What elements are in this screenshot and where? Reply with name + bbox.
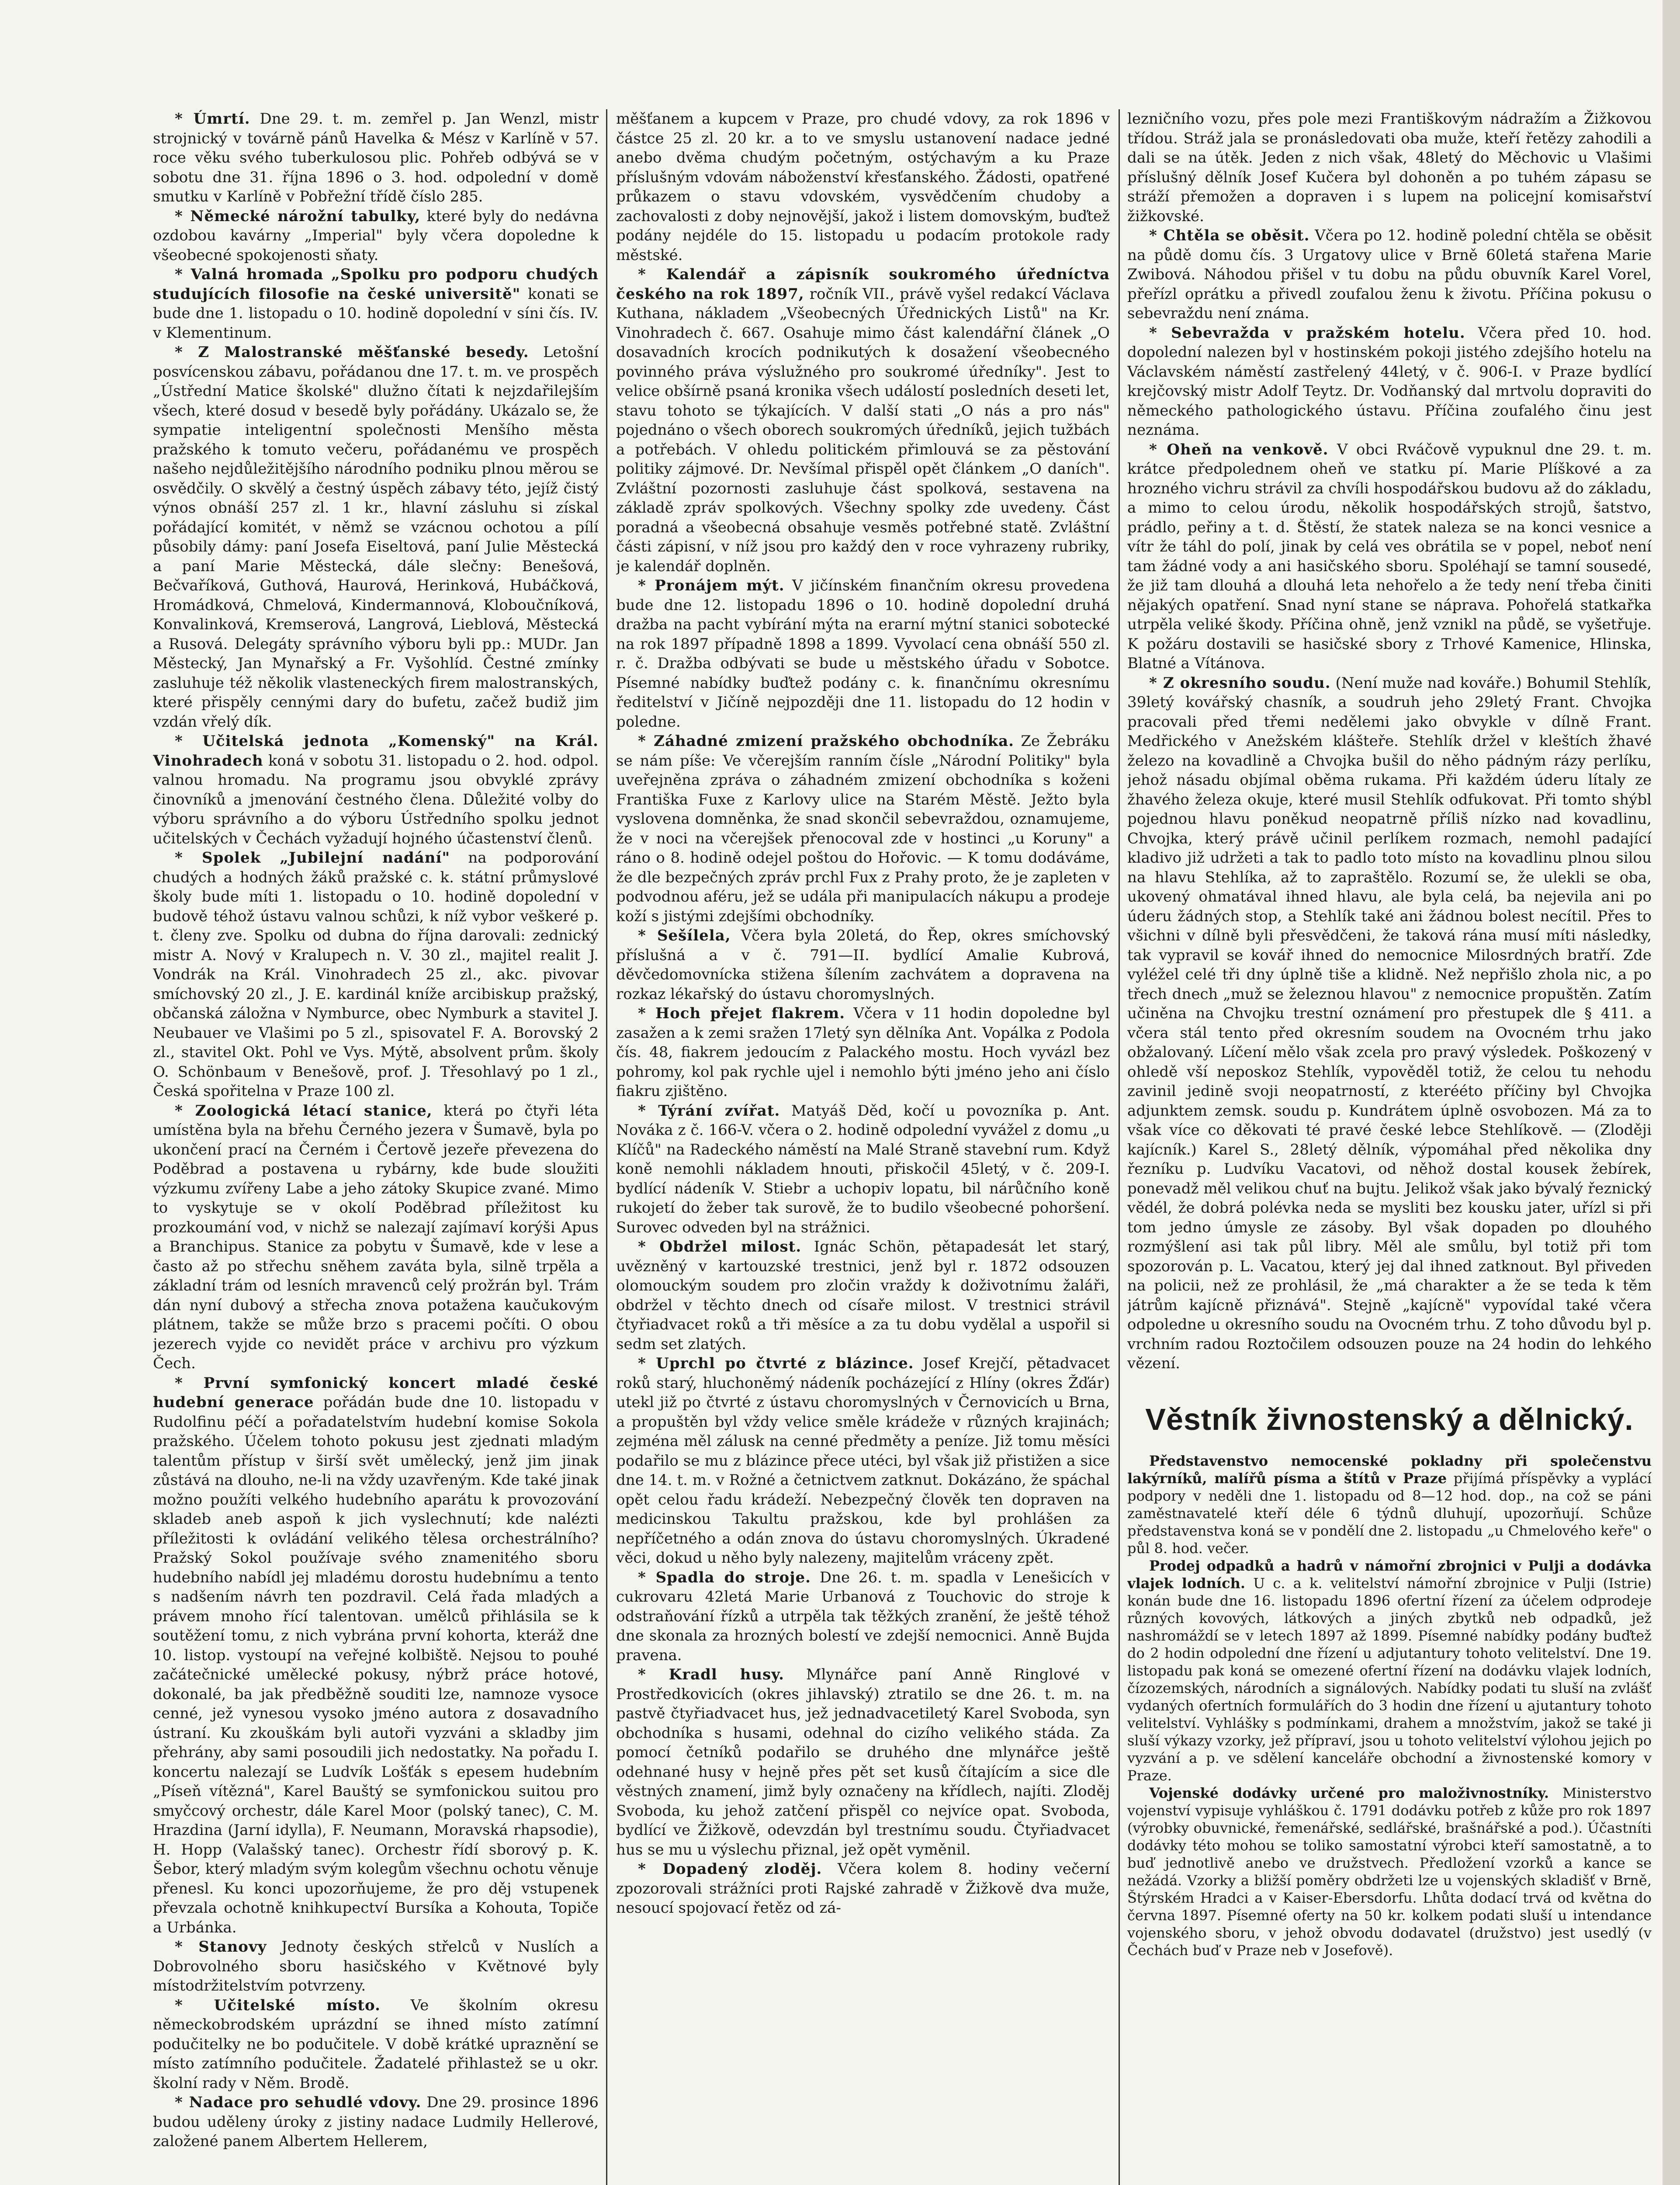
- notice-item: [1127, 1452, 1652, 1557]
- notice-text: U c. a k. velitelství námořní zbrojnice v Pulji (Istrie) konán bude dne 16. listopadu 1896 ofertní řízení za účelem odprodeje různých kovových, látkových a jiných zbytků neb odpadků, jež nashromáždí se v letech 1897 až 1899. Písemné nabídky podány buďtež do 2 hodin odpolední dne řízení u adjutantury tohoto velitelství. Dne 19. listopadu pak koná se omezené ofertní řízení na dodávku vlajek lodních, čízozemských, národních a signálových. Nabídky podati tu sluší na zvlášť vydaných ofertních formulářích do 3 hodin dne řízení u ajutantury tohoto velitelství. Vyhlášky s podmínkami, drahem a množstvím, jakož se také ji sluší výkazy vzorky, jež přípraví, jsou u tohoto velitelství výlohou jejich po vyzvání a p. ve sdělení kanceláře obchodní a živnostenské komory v Praze.: [1127, 1575, 1652, 1784]
- news-item: [153, 1101, 599, 1373]
- news-headline: * Záhadné zmizení pražského obchodníka.: [638, 732, 1014, 750]
- news-text: koná v sobotu 31. listopadu o 2. hod. odpol. valnou hromadu. Na programu jsou obvyklé zprávy činovníků a jmenování čestného člena. Důležité volby do výboru správního a do výboru Ústředního spolku jednot učitelských v Čechách vyžadují hojného účastenství členů.: [153, 752, 599, 847]
- column-rule: [606, 109, 607, 2185]
- news-item: [616, 1101, 1110, 1238]
- news-text: Dne 29. prosince 1896 budou uděleny úroky z jistiny nadace Ludmily Hellerové, založené panem Albertem Hellerem,: [153, 2094, 599, 2150]
- news-item: [616, 109, 1110, 265]
- news-text: Včera po 12. hodině polední chtěla se oběsit na půdě domu čís. 3 Urgatovy ulice v Brně 60letá stařena Marie Zwibová. Náhodou přišel v tu dobu na půdu obuvník Karel Vorel, přeřízl oprátku a přivedl zoufalou ženu k životu. Příčina pokusu o sebevraždu není známa.: [1127, 227, 1652, 322]
- news-text: Josef Krejčí, pětadvacet roků starý, hluchoněmý nádeník pocházející z Hlíny (okres Žďár) utekl již po čtvrté z ústavu choromyslných v Černovicích u Brna, a propuštěn byl vždy velice směle krádeže v různých krajinách; zejména měl zálusk na cenné předměty a peníze. Již tomu měsíci podařilo se mu z blázince přece utéci, byl však již přistižen a sice dne 14. t. m. v Rožné a četnictvem zatknut. Dokázáno, že spáchal opět celou řadu krádeží. Nebezpečný člověk ten dopraven na medicinskou Takultu pražskou, kde byl prohlášen za nepříčetného a odán znova do ústavu choromyslných. Úkradené věci, dokud u něho byly nalezeny, majitelům vráceny zpět.: [616, 1355, 1110, 1567]
- news-item: [616, 1859, 1110, 1918]
- column-3: [1127, 109, 1652, 2185]
- news-headline: * Nadace pro sehudlé vdovy.: [175, 2094, 422, 2111]
- news-item: [616, 1004, 1110, 1101]
- news-item: [616, 1237, 1110, 1354]
- news-text: pořádán bude dne 10. listopadu v Rudolfinu péčí a pořadatelstvím hudební komise Sokola pražského. Účelem tohoto pokusu jest zjednati mladým talentům přístup v širší svět umělecký, jenž jim jinak zůstává na dlouho, ne-li na vždy uzavřeným. Kde také jinak možno použíti velkého hudebního aparátu k provozování skladeb aneb aspoň k jich vyslechnutí; kde nalézti příležitosti k ovládání velikého tělesa orchestrálního? Pražský Sokol používaje svého znamenitého sboru hudebního nabídl jej mladému dorostu hudebnímu a tento s nadšením návrh ten pozdravil. Celá řada mladých a právem mnoho řící talentovan. umělců přihlásila se k soutěžení tomu, z nich vybrána první kohorta, kteráž dne 10. listop. vystoupí na veřejné kolbiště. Nejsou to pouhé začátečnické umělecké pokusy, nýbrž práce hotové, dokonalé, ba jak předběžně souditi lze, namnoze vysoce cenné, jež vynesou vysoko jméno autora z dosavadního ústraní. Ku zkouškám byli autoři vyzváni a skladby jim přehrány, aby sami posoudili jich nedostatky. Na pořadu I. koncertu nalezají se Ludvík Lošťák s epesem hudebním „Píseň vítězná", Karel Bauštý se symfonickou suitou pro smyčcový orchestr, dále Karel Moor (polský tanec), C. M. Hrazdina (Jarní idylla), F. Neumann, Moravská rhapsodie), H. Hopp (Valašský tanec). Orchestr řídí sborový p. K. Šebor, který mladým svým kolegům všechnu ochotu věnuje přenesl. Ku konci upozorňujeme, že pro děj vstupenek převzala ochotně knihkupectví Bursíka a Kohouta, Topiče a Urbánka.: [153, 1394, 599, 1936]
- news-headline: * Učitelská jednota „Komenský" na Král. Vinohradech: [153, 732, 599, 770]
- news-item: [153, 1373, 599, 1938]
- news-headline: * Sešílela,: [638, 927, 731, 944]
- news-item: [1127, 673, 1652, 1373]
- news-text: Ve školním okresu německobrodském uprázdní se ihned místo zatímní podučitelky ne bo podučitele. V době krátké upraznění se místo zatímního podučitele. Žadatelé přihlastež se u okr. školní rady v Něm. Brodě.: [153, 1996, 599, 2092]
- news-headline: * Obdržel milost.: [638, 1238, 802, 1256]
- notice-headline: Vojenské dodávky určené pro maloživnostníky.: [1149, 1784, 1549, 1801]
- news-headline: * Chtěla se oběsit.: [1149, 227, 1310, 244]
- notice-item: [1127, 1557, 1652, 1784]
- news-headline: * Hoch přejet flakrem.: [638, 1005, 845, 1022]
- news-text: (Není muže nad kováře.) Bohumil Stehlík, 39letý kovářský chasník, a soudruh jeho 29letý Frant. Chvojka pracovali před třemi nedělemi jako obvykle v dílně Frant. Medřického v Anežském klášteře. Stehlík držel v kleštích žhavé železo na kovadlině a Chvojka bušil do něho pádným rázy perlíku, jehož násadu objímal oběma rukama. Při každém úderu lítaly ze žhavého železa okuje, které musil Stehlík odfukovat. Při tomto shýbl pojednou hlavu poněkud neopatrně příliš nízko nad kovadlinu, Chvojka, který právě učinil perlíkem rozmach, nemohl padající kladivo již udržeti a tak to padlo toto místo na kovadlinu plnou silou na hlavu Stehlíka, až to zapraštělo. Rozumí se, že ulekli se oba, ukovený ohmatával ihned hlavu, ale byla celá, ba nejevila ani po úderu žádných stop, a Stehlík také ani žádnou bolest necítil. Přes to všichni v dílně byli přesvědčeni, že taková rána musí míti následky, tak vypravil se kovář ihned do nemocnice Milosrdných bratří. Zde vyléžel celé tři dny úplně tiše a klidně. Než nepřišlo zhola nic, a po třech dnech „muž se železnou hlavou" z nemocnice propuštěn. Zatím učiněna na Chvojku trestní oznámení pro přestupek dle § 411. a včera stál tento před okresním soudem na Ovocném trhu jako obžalovaný. Líčení mělo však zcela pro pravý výsledek. Poškozený v ohledě vší neposkoz Stehlík, vypověděl totiž, že celou tu nehodu zavinil jedině svoji neopatrností, z kterééto příčiny byl Chvojka adjunktem zemsk. soudu p. Kundrátem úplně osvobozen. Má za to však více co děkovati té pravé české lebce Stehlíkově. — (Zloději kajícník.) Karel S., 28letý dělník, výpomáhal před několika dny řezníku p. Ludvíku Vacatovi, od něhož dostal kousek žebírek, ponevadž měl velikou chuť na bujtu. Jelikož však jako bývalý řeznický vědél, že dobrá polévka neda se mysliti bez kousku jater, uřízl si při tom jedno úmysle ze zásoby. Byl však dopaden po dlouhého rozmýšlení asi tak půl libry. Měl ale smůlu, byl totiž při tom spozorován p. L. Vacatou, který jej dal ihned zatknout. Byl přiveden na policii, než ze prohlásil, že „má charakter a že se teda k těm játrům kajícně přiznává". Stejně „kajícně" vypovídal také včera odpoledne u okresního soudu na Ovocném trhu. Z toho důvodu byl p. vrchním radou Roztočilem odsouzen pouze na 24 hodin do lehkého vězení.: [1127, 674, 1652, 1372]
- news-headline: * Týrání zvířat.: [638, 1102, 780, 1120]
- news-item: [153, 732, 599, 848]
- news-item: [616, 926, 1110, 1004]
- news-text: Dne 26. t. m. spadla v Lenešicích v cukrovaru 42letá Marie Urbanová z Touchovic do stroje k odstraňování řízků a utrpěla tak těžkých zranění, že ještě téhož dne skonala za hrozných bolestí ve zdejší nemocnici. Anně Bujda pravena.: [616, 1568, 1110, 1664]
- news-item: [153, 109, 599, 207]
- news-headline: * Německé nárožní tabulky,: [175, 207, 421, 225]
- news-text: ročník VII., právě vyšel redakcí Václava Kuthana, nákladem „Všeobecných Úřednických Listů" na Kr. Vinohradech č. 667. Osahuje mimo část kalendářní článek „O dosavadních krocích podnikutých k dosažení všeobecného povinného práva výslužného pro soukromé úředníky". Jest to velice obšírně psaná kronika všech událostí posledních deseti let, stavu tohoto se týkajících. V další stati „O nás a pro nás" pojednáno o všech oborech soukromých úředníků, jejich tužbách a potřebách. V ohledu politickém přimlouvá se za pěstování politiky zájmové. Dr. Nevšímal přispěl opět článkem „O daních". Zvláštní pozornosti zasluhuje část spolková, sestavena na základě zpráv spolkových. Všechny spolky zde uvedeny. Část poradná a všeobecná obsahuje vesměs potřebné statě. Zvláštní části zápisní, v níž jsou pro každý den v roce vyhrazeny rubriky, je kalendář doplněn.: [616, 285, 1110, 575]
- news-headline: * Spadla do stroje.: [638, 1568, 811, 1586]
- news-headline: * Kalendář a zápisník soukromého úředníctva českého na rok 1897,: [616, 266, 1110, 303]
- news-item: [1127, 440, 1652, 673]
- notice-headline: Představenstvo nemocenské pokladny při společenstvu lakýrníků, malířů písma a štítů v Praze: [1127, 1452, 1652, 1487]
- column-1: [153, 109, 599, 2185]
- news-headline: * Zoologická létací stanice,: [175, 1102, 433, 1120]
- news-item: [616, 732, 1110, 926]
- news-text: Jednoty českých střelců v Nuslích a Dobrovolného sboru hasičského v Květnové byly místodržitelstvím potvrzeny.: [153, 1938, 599, 1994]
- news-headline: * Sebevražda v pražském hotelu.: [1149, 324, 1465, 342]
- news-text: Včera v 11 hodin dopoledne byl zasažen a k zemi sražen 17letý syn dělníka Ant. Vopálka z Podola čís. 48, fiakrem jedoucím z Palackého mostu. Hoch vyvázl bez pohromy, kol pak rychle ujel i nemohlo býti jméno jeho ani číslo fiakru zjištěno.: [616, 1005, 1110, 1100]
- news-text: Matyáš Děd, kočí u povozníka p. Ant. Nováka z č. 166-V. včera o 2. hodině odpolední vyvážel z domu „u Klíčů" na Radeckého náměstí na Malé Straně stavební rum. Když koně nemohli nákladem hnouti, přiskočil 45letý, v č. 209-I. bydlící nádeník V. Stiebr a uchopiv lopatu, bil nárůčního koně rukojetí do žeber tak surově, že to budilo všeobecné pohoršení. Surovec odveden byl na strážnici.: [616, 1102, 1110, 1236]
- notice-text: Ministerstvo vojenství vypisuje vyhláškou č. 1791 dodávku potřeb z kůže pro rok 1897 (výrobky obuvnické, řemenářské, sedlářské, brašnářské a pod.). Účastníti dodávky této mohou se toliko samostatní výrobci kteří samostatně, a to buď jednotlivě anebo ve družstvech. Předložení vzorků a kance se nežádá. Vzorky a bližší poměry obdržeti lze u vojenských skladišť v Brně, Štýrském Hradci a v Kaiser-Ebersdorfu. Lhůta dodací trvá od května do června 1897. Písemné oferty na 50 kr. kolkem podati sluší u intendance vojenského sboru, v jehož obvodu dodavatel (družstvo) jest usedlý (v Čechách buď v Praze neb v Josefově).: [1127, 1784, 1652, 1959]
- notice-headline: Prodej odpadků a hadrů v námořní zbrojnici v Pulji a dodávka vlajek lodních.: [1127, 1557, 1652, 1592]
- news-item: [616, 1665, 1110, 1859]
- news-item: [616, 1568, 1110, 1665]
- section-title: Věstník živnostenský a dělnický.: [1145, 1402, 1634, 1436]
- news-headline: * Oheň na venkově.: [1149, 440, 1329, 458]
- news-item: [153, 1996, 599, 2093]
- news-text: Mlynářce paní Anně Ringlové v Prostředkovicích (okres jihlavský) ztratilo se dne 26. t. m. na pastvě čtyřiadvacet hus, jež jednadvacetiletý Karel Svoboda, syn obchodníka s husami, odehnal do cizího velikého stáda. Za pomocí četníků podařilo se druhého dne mlynářce ještě odehnané husy v hejně přes pět set kusů čítajícím a sice dle věstných znamení, jimž byly označeny na křídlech, najíti. Zloděj Svoboda, ku jehož zatčení přispěl co nejvíce opat. Svoboda, bydlící ve Žižkově, odevzdán byl trestnímu soudu. Čtyřiadvacet hus se mu u výslechu přiznal, jež opět vyměnil.: [616, 1666, 1110, 1859]
- news-text: která po čtyři léta umístěna byla na břehu Černého jezera v Šumavě, byla po ukončení prací na Černém i Čertově jezeře převezena do Poděbrad a postavena u rybárny, kde bude sloužiti výzkumu zvířeny Labe a jeho zátoky Skupice zvané. Mimo to vyskytuje se v okolí Poděbrad příležitost ku prozkoumání vod, v nichž se nalezají zajímaví korýši Apus a Branchipus. Stanice za pobytu v Šumavě, kde v lese a často až po střechu sněhem zaváta byla, silně trpěla a základní trám od lesních mravenců celý prožrán byl. Trám dán nyní dubový a střecha znova potažena kaučukovým plátnem, takže se může brzo s pracemi počíti. O obou jezerech vyjde co nevidět práce v archivu pro výzkum Čech.: [153, 1102, 599, 1372]
- news-headline: * Dopadený zloděj.: [638, 1860, 822, 1878]
- news-text: které byly do nedávna ozdobou kavárny „Imperial" byly včera dopoledne k všeobecné spokojenosti sňaty.: [153, 207, 599, 264]
- news-headline: * Z Malostranské měšťanské besedy.: [175, 343, 529, 361]
- column-2: [616, 109, 1110, 2185]
- notice-item: [1127, 1784, 1652, 1959]
- news-item: [153, 343, 599, 732]
- page-edge: [1663, 0, 1680, 2185]
- news-text: konati se bude dne 1. listopadu o 10. hodině dopolední v síni čís. IV. v Klementinum.: [153, 285, 599, 342]
- news-item: [153, 265, 599, 343]
- news-headline: * Pronájem mýt.: [638, 577, 785, 594]
- news-text: V obci Rváčově vypuknul dne 29. t. m. krátce předpolednem oheň ve statku pí. Marie Plíškové a za hrozného vichru strávil za chvíli hospodářskou budovu až do základu, a mimo to celou úrodu, několik hospodářských strojů, šatstvo, prádlo, peřiny a t. d. Štěstí, že statek naleza se na konci vesnice a vítr že táhl do polí, jinak by celá ves obrátila se v popel, neboť není tam žádné vody a ani hasičského sboru. Spoléhají se tamní sousedé, že již tam dlouhá a dlouhá leta nehořelo a že tedy není třeba činiti nějakých opatření. Snad nyní stane se náprava. Pohořelá statkařka utrpěla veliké škody. Příčina ohně, jenž vznikl na půdě, se vyšetřuje. K požáru dostavili se hasičské sbory z Trhové Kamenice, Hlinska, Blatné a Vítánova.: [1127, 440, 1652, 672]
- news-headline: * Valná hromada „Spolku pro podporu chudých studujících filosofie na české universitě": [153, 266, 599, 303]
- news-item: [616, 265, 1110, 576]
- news-item: [153, 1937, 599, 1996]
- news-item: [1127, 226, 1652, 323]
- news-text: Dne 29. t. m. zemřel p. Jan Wenzl, mistr strojnický v továrně pánů Havelka & Mész v Karlíně v 57. roce věku svého tuberkulosou plic. Pohřeb odbývá se v sobotu dne 31. října 1896 o 3. hod. odpolední v domě smutku v Karlíně v Pobřežní třídě číslo 285.: [153, 110, 599, 205]
- news-text: Včera kolem 8. hodiny večerní zpozorovali strážníci proti Rajské zahradě v Žižkově dva muže, nesoucí spojovací řetěz od zá-: [616, 1860, 1110, 1917]
- news-text: měšťanem a kupcem v Praze, pro chudé vdovy, za rok 1896 v částce 25 zl. 20 kr. a to ve smyslu ustanovení nadace jedné anebo dvěma chudým početným, ostýchavým a ku Praze příslušným vdovám náboženství křesťanského. Žádosti, opatřené průkazem o stavu vdovském, vysvědčením chudoby a zachovalosti z doby nejnovější, jakož i listem domovským, buďtež podány nejdéle do 15. listopadu u podacím protokole rady městské.: [616, 110, 1110, 264]
- trade-notices: [1127, 1452, 1652, 1959]
- news-headline: * Učitelské místo.: [175, 1996, 381, 2014]
- notice-text: přijímá příspěvky a vyplácí podpory v neděli dne 1. listopadu od 8—12 hod. dop., na což se páni zaměstnavatelé kteří déle 6 týdnů dluhují, upozorňují. Schůze představenstva koná se v pondělí dne 2. listopadu „u Chmelového keře" o půl 8. hod. večer.: [1127, 1470, 1652, 1557]
- news-text: Letošní posvícenskou zábavu, pořádanou dne 17. t. m. ve prospěch „Ústřední Matice školské" dlužno čítati k nejzdařilejším všech, které dosud v besedě byly pořádány. Ukázalo se, že sympatie inteligentní společnosti Menšího města pražského k tomuto večeru, pořádanému ve prospěch našeho nejdůležitějšího národního podniku plnou měrou se osvědčily. O skvělý a čestný úspěch zábavy této, jejíž čistý výnos obnáší 257 zl. 1 kr., hlavní zásluhu si získal pořádající komitét, v němž se vzácnou ochotou a pílí působily dámy: paní Josefa Eiseltová, paní Julie Městecká a paní Marie Městecká, dále slečny: Benešová, Bečvaříková, Guthová, Haurová, Herinková, Hubáčková, Hromádková, Chmelová, Kindermannová, Kloboučníková, Konvalinková, Kremserová, Langrová, Lieblová, Městecká a Rusová. Delegáty správního výboru byli pp.: MUDr. Jan Městecký, Jan Mynařský a Fr. Vyšohlíd. Čestné zmínky zasluhuje též několik vlasteneckých firem malostranských, které přispěly cennými dary do bufetu, začež budiž jim vzdán vřelý dík.: [153, 343, 599, 731]
- news-headline: * První symfonický koncert mladé české hudební generace: [153, 1374, 599, 1411]
- news-item: [153, 207, 599, 265]
- news-headline: * Z okresního soudu.: [1149, 674, 1331, 692]
- news-text: na podporování chudých a hodných žáků pražské c. k. státní průmyslové školy bude míti 1. listopadu o 10. hodině dopolední v budově téhož ústavu valnou schůzi, k níž vybor veškeré p. t. členy zve. Spolku od dubna do října darovali: zednický mistr A. Nový v Kralupech n. V. 30 zl., majitel realit J. Vondrák na Král. Vinohradech 25 zl., akc. pivovar smíchovský 20 zl., J. E. kardinál kníže arcibiskup pražský, občanská záložna v Nymburce, obec Nymburk a stavitel J. Neubauer ve Vlašimi po 5 zl., spisovatel F. A. Borovský 2 zl., stavitel Okt. Pohl ve Vys. Mýtě, absolvent prům. školy O. Schönbaum v Benešově, prof. J. Třesohlavý po 1 zl., Česká spořitelna v Praze 100 zl.: [153, 849, 599, 1100]
- news-text: V jičínském finančním okresu provedena bude dne 12. listopadu 1896 o 10. hodině dopolední druhá dražba na pacht vybírání mýta na erarní mýtní stanici sobotecké na rok 1897 případně 1898 a 1899. Vyvolací cena obnáší 550 zl. r. č. Dražba odbývati se bude u městského úřadu v Sobotce. Písemné nabídky buďtež podány c. k. finančnímu okresnímu ředitelství v Jičíně nejpozději dne 11. listopadu do 12 hodin v poledne.: [616, 577, 1110, 731]
- news-text: Včera byla 20letá, do Řep, okres smíchovský příslušná a v č. 791—II. bydlící Amalie Kubrová, děvčedomovnícka stižena šílením zachvátem a dopravena na rozkaz lékařský do ústavu choromyslných.: [616, 927, 1110, 1003]
- news-item: [153, 2093, 599, 2151]
- news-headline: * Spolek „Jubilejní nadání": [175, 849, 450, 867]
- news-text: Ignác Schön, pětapadesát let starý, uvězněný v kartouzské trestnici, jenž byl r. 1872 odsouzen olomouckým soudem pro zločin vraždy k doživotnímu žaláři, obdržel v těchto dnech od císaře milost. V trestnici strávil čtyřiadvacet roků a tři měsíce a za tu dobu vydělal a uspořil si sedm set zlatých.: [616, 1238, 1110, 1353]
- news-text: Ze Žebráku se nám píše: Ve včerejším ranním čísle „Národní Politiky" byla uveřejněna zpráva o záhadném zmizení obchodníka s koženi Františka Fuxe z Karlovy ulice na Starém Městě. Ježto byla vyslovena domněnka, že snad skončil sebevraždou, oznamujeme, že v noci na včerejšek přenocoval zde v hostinci „u Koruny" a ráno o 8. hodině odejel poštou do Hořovic. — K tomu dodáváme, že dle bezpečných zpráv prchl Fux z Prahy proto, že je zapleten v podvodnou aféru, jež se udála při manipulacích nákupu a prodeje koží s jistými zdejšími obchodníky.: [616, 732, 1110, 925]
- news-item: [1127, 109, 1652, 226]
- news-item: [153, 848, 599, 1101]
- columns: [153, 109, 1652, 2185]
- news-item: [616, 576, 1110, 732]
- news-item: [616, 1354, 1110, 1568]
- news-headline: * Stanovy: [175, 1938, 267, 1956]
- news-headline: * Uprchl po čtvrté z blázince.: [638, 1355, 914, 1372]
- news-text: Včera před 10. hod. dopolední nalezen byl v hostinském pokoji jistého zdejšího hotelu na Václavském náměstí zastřelený 44letý, v č. 906-I. v Praze bydlící krejčovský mistr Adolf Teytz. Dr. Vodňanský dal mrtvolu dopraviti do německého pathologického ústavu. Příčina zoufalého činu jest neznáma.: [1127, 324, 1652, 439]
- news-text: lezničního vozu, přes pole mezi Františkovým nádražím a Žižkovou třídou. Stráž jala se pronásledovati oba muže, kteří řetězy zahodili a dali se na útěk. Jeden z nich však, 48letý do Měchovic u Vlašimi příslušný dělník Josef Kučera byl dohoněn a po tuhém zápasu se stráží přemožen a dopraven i s lupem na policejní komisařství žižkovské.: [1127, 110, 1652, 225]
- news-headline: * Kradl husy.: [638, 1666, 784, 1683]
- column-rule: [1119, 109, 1120, 2185]
- news-headline: * Úmrtí.: [175, 110, 250, 128]
- news-item: [1127, 323, 1652, 440]
